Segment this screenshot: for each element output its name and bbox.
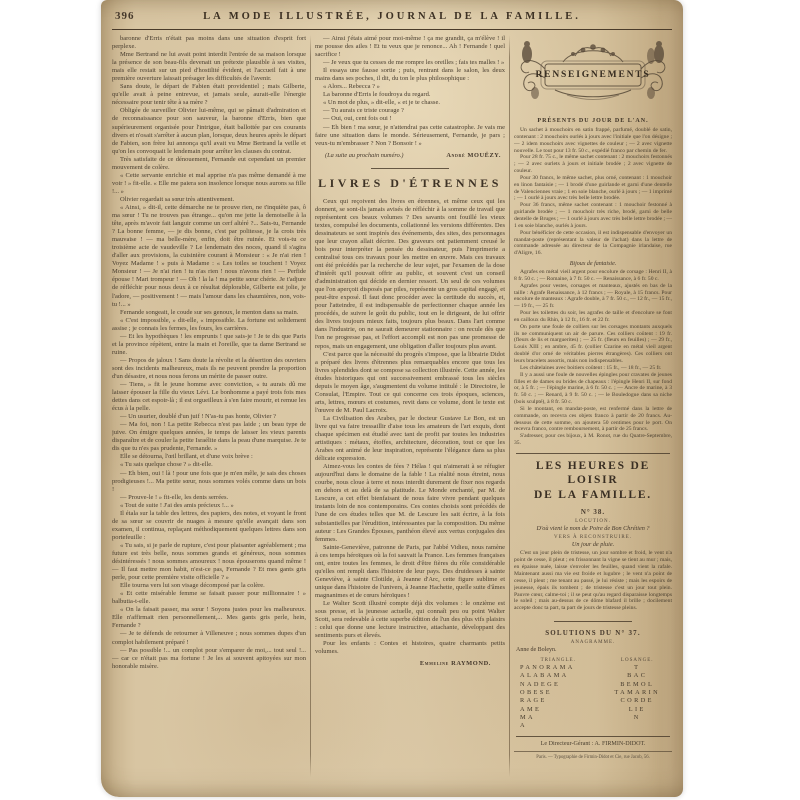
paragraph: Il étala sur la table des lettres, des papiers, des notes, et voyant le front de sa sœur se couvrir de nuages à mesure qu'elle avançait dans son examen, il continua, replaçant méthodiquement quelques lettres dans son portefeuille : — [112, 509, 306, 541]
paragraph: Sainte-Geneviève, patronne de Paris, par l'abbé Vidieu, nous ramène à ces temps héroïques où la foi sauvait la France. Les femmes françaises ont, entre toutes les femmes, le droit d'être fières du rôle considérable qu'elles ont rempli dans l'histoire de leur pays. Des druidesses à sainte Geneviève, à sainte Clotilde, à Jeanne d'Arc, cette figure sublime et unique dans l'histoire de l'univers, à Jeanne Hachette, quelle suite d'âmes magnanimes et de cœurs héroïques ! — [315, 543, 505, 599]
heures-title-line2: DE LA FAMILLE. — [534, 488, 652, 501]
story-text-middle — [315, 35, 505, 148]
paragraph: Pour les enfants : Contes et histoires, quatre charmants petits volumes. — [315, 640, 505, 656]
vers-text: C'est un jour plein de tristesse, un jour sombre et froid, le vent n'a point de cesse, il pleut ; en frissonnant la vigne se tient au mur ; mais, en épaisse nuée, laisse s'envoler les feuilles, quand vient la rafale. Maintenant aussi ma vie est froide et lugubre ; le vent n'a point de cesse, il pleut ; me tenant au passé, je lui résiste ; mais les espoirs de jeunesse, épais ils tombent ; de tristesse c'est un jour tout plein. Pauvre cœur, calme-toi ; il se peut qu'au regard disparaisse longtemps le soleil ; mais au-dessus de ce dôme blafard il brille ; docilement accepte donc ta part, ta part de jours de tristesse pleins. — [514, 550, 672, 612]
paragraph: Ceux qui reçoivent des livres en étrennes, et même ceux qui les donnent, se sont-ils jamais avisés de réfléchir à la somme de travail que représentent ces beaux volumes ? Des savants ont fouillé les vieux textes, compulsé les documents, collationné les versions différentes. Des dessinateurs se sont inspirés des événements, des sites, des personnages que leur crayon allait décrire. Des graveurs ont patiemment creusé le bois pour interpréter la pensée du dessinateur, puis l'imprimerie a centralisé tous ces travaux pour les mettre en œuvre. Mais ces travaux ont été précédés par la recherche de leur sujet, par l'examen de la dose d'intérêt qu'il pouvait offrir au public, et souvent c'est un conseil d'administration qui décide en dernier ressort. Un seul de ces volumes que l'on aperçoit disposés par piles, représente un gros capital engagé, et peut-être exposé. Il faut donc procéder avec la certitude du succès, et, pour l'atteindre, il est indispensable de perfectionner chaque année les procédés, de suivre le goût du public, tout en le dirigeant, de lui offrir des livres toujours mieux faits, toujours plus beaux. Dans l'art comme dans l'industrie, on ne saurait demeurer stationnaire : on recule dès que l'on ne progresse pas, et l'effort accompli est non pas une promesse de repos, mais un engagement, une obligation d'aller toujours plus avant. — [315, 197, 505, 350]
paragraph: La Civilisation des Arabes, par le docteur Gustave Le Bon, est un livre qui va faire tressaillir d'aise tous les amateurs de l'art exquis, dont chaque spécimen est étudié avec tant de profit par toutes les industries artistiques : métaux, étoffes, architecture, décoration, tout ce que les Arabes ont animé de leur inspiration, représente l'élégance dans sa plus délicate expression. — [315, 414, 505, 463]
renseignements-ornament — [514, 38, 672, 114]
paragraph: T — [634, 664, 641, 672]
paragraph: — Tiens, » fit le jeune homme avec conviction, « tu aurais dû me laisser épouser la fille du vieux Lévi. Le bonhomme a payé trois fois mes dettes dans cet espoir-là ; il est orgueilleux à s'en faire mourir, et remue les écus à la pelle. — [112, 381, 306, 413]
losange-solution — [602, 655, 672, 730]
paragraph: TAMARIN — [614, 688, 661, 696]
paragraph: « Ainsi, » dit-il, cette démarche ne te prouve rien, ne t'inquiète pas, ô ma sœur ! Tu ne trouves pas étrange... qu'on me jette la demoiselle à la tête, après m'avoir fait languir comme un cerf altéré ?... Sais-tu, Fernande ? La bonne femme, — je dis bonne, c'est par politesse, je la crois très mauvaise ! — ma belle-mère, enfin, doit être ruinée. Et vois-tu ce troisième acte de vaudeville ? Le lendemain des noces, quand il s'agira d'aller aux provisions, la cuisinière courant à Monsieur : « Je n'ai rien ! Voyez Madame ! » puis à Madame : « Les toiles se touchent ! Voyez Monsieur ! — Je n'ai rien ! tu n'as rien ! nous n'avons rien ! — Perfide épouse ! Mari trompeur ! — Oh ! la la ! ma petite sœur chérie. Je t'adjure de réfléchir pour nous deux à ce résultat déplorable, Gilberte est jolie, je l'adore, — positivement ! — mais l'amour dans les chaumières, non, vois-tu !... » — [112, 203, 306, 308]
paragraph: « Un mot de plus, » dit-elle, « et je te chasse. — [323, 99, 440, 107]
paragraph: Pour les toilettes du soir, les agrafes de taille et d'encolure se font en cailloux du Rhin, à 12 fr., 16 fr. et 22 fr. — [514, 310, 672, 323]
story-text-left — [112, 35, 306, 671]
paragraph: Agrafes pour vestes, corsages et manteaux, ajustés en bas de la taille : Agrafe Renaissance, à 12 francs ; — Royale, à 15 francs. Pour encolure de manteaux : Agrafe double, à 7 fr. 50 c., — 12 fr., — 15 fr., — 19 fr., — 25 fr. — [514, 282, 672, 310]
paragraph: Aimez-vous les contes de fées ? Hélas ! qui n'aimerait à se réfugier aujourd'hui dans le domaine de la fable ! La réalité nous étreint, nous courbe, nous cloue à terre et nous interdit durement de fixer nos regards en dehors et au delà de sa platitude. Le Monde enchanté, par M. de Lescure, a cet effet bienfaisant de nous faire vivre pendant quelques instants loin de nos contemporains. Ces contes choisis sont précédés de l'une de ces études telles que M. de Lescure les sait écrire, à la fois substantielles par l'érudition, intéressantes par la composition. Du même auteur : Les Grandes Épouses, panthéon élevé aux vertus conjugales des femmes. — [315, 463, 505, 543]
text-columns — [112, 35, 672, 777]
locution-label: LOCUTION. — [575, 519, 611, 525]
paragraph: — Prouve-le ! » fit-elle, les dents serrées. — [120, 493, 229, 501]
paragraph: « Tout de suite ! J'ai des amis précieux !... » — [120, 501, 234, 509]
paragraph: PANORAMA — [520, 664, 575, 672]
losange-words — [602, 664, 672, 722]
paragraph: BAC — [627, 672, 648, 680]
anagramme-answer: Anne de Boleyn. — [516, 647, 557, 654]
column-divider — [310, 35, 311, 777]
paragraph: Si le montant, en mandat-poste, est renfermé dans la lettre de commande, on recevra ces objets franco à partir de 20 francs. Au-dessous de cette somme, on ajoutera 50 centimes pour le port. On recevra franco, contre remboursement, à partir de 25 francs. — [514, 405, 672, 433]
paragraph: — Tu aurais ce triste courage ? — [323, 107, 404, 115]
paragraph: — Je te défends de retourner à Villeneuve ; nous sommes dupes d'un complot habilement préparé ! — [112, 630, 306, 646]
paragraph: « Et cette misérable femme se faisait passer pour millionnaire ! » balbutia-t-elle. — [112, 590, 306, 606]
section-rule — [516, 453, 670, 454]
paragraph: — Un usurier, doublé d'un juif ! N'as-tu pas honte, Olivier ? — [120, 413, 277, 421]
vers-label: VERS À RECONSTRUIRE. — [554, 535, 632, 541]
paragraph: Il essaya une fausse sortie ; puis, rentrant dans le salon, les deux mains dans ses poches, il dit, du ton le plus philosophique : — [315, 67, 505, 83]
paragraph: — Eh bien, oui ! là ! pour une fois que je m'en mêle, je sais des choses prodigieuses !... Ma petite sœur, nous sommes volés comme dans un bois ! — [112, 469, 306, 493]
paragraph: ALABAMA — [520, 672, 569, 680]
section-divider — [554, 621, 632, 622]
puzzle-number: N° 38. — [580, 508, 606, 517]
heures-de-loisir-title — [514, 459, 672, 503]
paragraph: « Tu sais quelque chose ? » dit-elle. — [120, 461, 213, 469]
paragraph: La baronne d'Erris le foudroya du regard. — [323, 91, 431, 99]
anagramme-label: ANAGRAMME. — [570, 640, 616, 646]
paragraph: Il y a aussi une foule de nouvelles épingles pour cravates de jeunes filles et de dames ou brides de chapeaux : l'épingle Henri II, sur fond or, à 5 fr. ; — l'épingle marine, à 6 fr. 50 c. ; — Ancre de marine, à 3 fr. 50 c. ; — Renard, à 9 fr. 50 c. ; — le Bouledogue dans sa niche (bois sculpté), à 8 fr. 50 c. — [514, 371, 672, 406]
column-right-renseignements — [514, 35, 672, 777]
triangle-solution — [514, 655, 602, 730]
presents-text — [514, 127, 672, 257]
paragraph: — Ainsi j'étais aimé pour moi-même ! ça me grandit, ça m'élève ! il me pousse des ailes ! Et tu veux que je renonce... Ah ! Fernande ! quel sacrifice ! — [315, 35, 505, 59]
section-divider — [371, 168, 449, 169]
paragraph: RAGE — [520, 697, 547, 705]
imprint-rule — [514, 751, 672, 752]
paragraph: « C'est impossible, » dit-elle, « impossible. La fortune est solidement assise ; je connais les fermes, les fours, les carrières. — [112, 316, 306, 332]
renseignements-banner-title: RENSEIGNEMENTS — [535, 70, 651, 80]
printed-area — [112, 7, 672, 797]
paragraph: N — [633, 713, 641, 721]
paragraph: « Tu sais, si je parle de rupture, c'est pour plaisanter agréablement ; ma future est très belle, nous sommes grands et généreux, nous sommes désintéressés ! nous sommes amoureux ! nous épouserons quand même ! — Il faut mettre mon habit, n'est-ce pas, Fernande ? Et mes gants gris perle, pour cette première visite officielle ? » — [112, 541, 306, 582]
paragraph: « Cette servante enrichie et mal apprise n'a pas même demandé à me voir ! » fit-elle. « Elle me paiera son insolence lorsque nous aurons sa fille !... » — [112, 171, 306, 195]
journal-title: LA MODE ILLUSTRÉE, JOURNAL DE LA FAMILLE. — [203, 11, 581, 22]
paragraph: NADEGE — [520, 680, 561, 688]
subhead-presents-jour-de-lan: PRÉSENTS DU JOUR DE L'AN. — [537, 118, 649, 124]
paragraph: — Je veux que tu cesses de me rompre les oreilles ; fais tes malles ! » — [323, 59, 505, 67]
author-name: André MOUËZY. — [446, 151, 501, 159]
triangle-label: TRIANGLE. — [540, 658, 576, 664]
paragraph: — Et les hypothèques ! les emprunts ! que sais-je ! Je te dis que Paris et la province répètent, entre la main et l'oreille, que ta dame Bertrand se ruine. — [112, 332, 306, 356]
paragraph: Elle tourna vers lui son visage décomposé par la colère. — [120, 582, 265, 590]
paragraph: OBESE — [520, 688, 552, 696]
locution-question: D'où vient le nom de Poire de Bon Chrétien ? — [536, 525, 650, 533]
paragraph: — Pas possible !... un complot pour s'emparer de moi,... tout seul !... — car ce n'était pas ma fortune ! Je les ai souvent apitoyées sur mon honorable misère. — [112, 646, 306, 670]
paragraph: Très satisfaite de ce dénouement, Fernande eut cependant un premier mouvement de colère. — [112, 155, 306, 171]
section-title-livres-detrennes: LIVRES D'ÉTRENNES — [318, 175, 502, 190]
paragraph: Pour 36 francs, même sachet contenant : 1 mouchoir festonné à guirlande brodée ; — 1 mouchoir très riche, brodé, garni de belle dentelle de Bruges ; — 1 ourlé à jours avec très belle lettre brodée ; — 1 en soie blanche, ourlés à jours. — [514, 202, 672, 229]
paragraph: Sans doute, le départ de Fabien était providentiel ; mais Gilberte, qu'elle avait à peine entrevue, et jamais seule, aurait-elle l'énergie nécessaire pour tenir tête à sa mère ? — [112, 83, 306, 107]
signature-emmeline-raymond: Emmeline RAYMOND. — [419, 660, 491, 668]
vers-title: Un jour de pluie. — [571, 541, 615, 549]
paragraph: Elle se détourna, l'œil brillant, et d'une voix brève : — [120, 453, 253, 461]
paragraph: Pour 30 francs, le même sachet, plus orné, contenant : 1 mouchoir en linon fantaisie ; — 1 brodé d'une guirlande et garni d'une dentelle de Valenciennes vraie ; 1 en soie blanche, ourlé à jours ; — 1 imprimé ; — 1 ourlé à jours avec très belle lettre brodée. — [514, 174, 672, 202]
paragraph: BEMOL — [620, 680, 655, 688]
paragraph: — Propos de jaloux ! Sans doute la révolte et la désertion des ouvriers sont des incidents malheureux, mais ils ne peuvent prendre la proportion d'un désastre, et nous nous ferons un mérite de passer outre. — [112, 356, 306, 380]
column-left-serial-story — [112, 35, 306, 777]
page-number: 396 — [115, 10, 135, 22]
etrennes-text — [315, 198, 505, 657]
heures-title-line1: LES HEURES DE LOISIR — [535, 459, 651, 487]
continuation-note: (La suite au prochain numéro.) — [325, 151, 404, 159]
triangle-words — [514, 664, 602, 730]
paragraph: S'adresser, pour ces bijoux, à M. Ronot, rue du Quatre-Septembre, 35. — [514, 433, 672, 447]
paragraph: CORDE — [620, 697, 654, 705]
bijoux-text — [514, 269, 672, 447]
column-middle — [315, 35, 505, 777]
subhead-bijoux-de-fantaisie: Bijoux de fantaisie. — [569, 261, 617, 268]
paragraph: Mme Bertrand ne lui avait point interdit l'entrée de sa maison lorsque la présence de son beau-fils devenait un prétexte plausible à ses visites, mais elle restait sur un pied d'hostilité évident, et l'accueil fait à une première ouverture laissait présager les difficultés de l'avenir. — [112, 51, 306, 83]
paragraph: Le Walter Scott illustré compte déjà dix volumes : le onzième est sous presse, et la jeunesse actuelle, qui connaît peu ou point Walter Scott, sera redevable à cette superbe édition de l'un des plus vifs plaisirs : celui que donne une lecture instructive, attachante, développant des sentiments purs et élevés. — [315, 600, 505, 640]
directeur-gerant-line: Le Directeur-Gérant : A. FIRMIN-DIDOT. — [540, 741, 646, 748]
paragraph: Pour 28 fr. 75 c., le même sachet contenant : 2 mouchoirs festonnés ; — 2 avec ourlets à jours et initiale brodée ; 2 avec vignette de couleur. — [514, 154, 672, 175]
imprint-line: Paris. — Typographie de Firmin-Didot et Cie, rue Jacob, 56. — [536, 755, 650, 761]
paragraph: Les châtelaines avec boitiers coûtent : 15 fr., — 18 fr., — 25 fr. — [520, 364, 662, 371]
paragraph: A — [520, 722, 527, 730]
paragraph: Fernande songeait, le coude sur ses genoux, le menton dans sa main. — [120, 308, 299, 316]
paragraph: C'est parce que la nécessité du progrès s'impose, que la librairie Didot a préparé des livres d'étrennes plus remarquables encore que tous les livres splendides dont se compose sa collection illustrée. Cette année, les études historiques qui ont successivement embrassé tous les siècles depuis le moyen âge, s'augmentent du volume intitulé : le Directoire, le Consulat, l'Empire. Tout ce qui concerne ces trois époques, sciences, arts, lettres, mœurs et costumes, revit dans ce volume, dont le texte est l'œuvre de M. Paul Lacroix. — [315, 350, 505, 414]
paragraph: Obligée de surveiller Olivier lui-même, qui se pâmait d'admiration et de reconnaissance pour son sauveur, la baronne d'Erris, bien que supérieurement organisée pour l'intrigue, était ballottée par ces courants divers et n'osait s'arrêter à aucun plan, lorsque, deux heures après le départ de Fabien, son frère lui annonça qu'il avait vu Mme Bertrand la veille et qu'on les convoquait le lendemain pour arrêter les clauses du contrat. — [112, 107, 306, 155]
paragraph: LIE — [628, 705, 646, 713]
paragraph: « Alors... Rebecca ? » — [323, 83, 380, 91]
paragraph: — Ma foi, non ! La petite Rebecca n'est pas laide ; un beau type de juive. On émigre quelques années, le temps de laisser les vieux parents disparaître et de couler la petite Israélite dans la peau d'une marquise. Je te dis que tu n'es pas prudente, Fernande. » — [112, 421, 306, 453]
page-header — [112, 7, 672, 25]
paragraph: AME — [520, 705, 542, 713]
column-divider — [509, 35, 510, 777]
paragraph: On porte une foule de colliers sur les corsages montants auxquels ils ne communiquent un air de parure. Ces colliers coûtent : 19 fr. (fleurs de lis et marguerites) ; — 25 fr. (fleurs en feuilles) ; — 29 fr., Louis XIII ; en ambre, 45 fr. (collier Czarine en métal vieil argent doublé d'or orné de véritables pierres étrangères). Ces colliers ont leurs bracelets assortis, mais non indispensables. — [514, 323, 672, 364]
paragraph: — Oui, oui, cent fois oui ! — [323, 115, 392, 123]
paragraph: — Eh bien ! ma sœur, je n'attendrai pas cette catastrophe. Je vais me faire une situation dans le monde. Sérieusement, Fernande, je pars ; veux-tu m'embrasser ? Non ? Bonsoir ! » — [315, 123, 505, 147]
paragraph: Pour bénéficier de cette occasion, il est indispensable d'envoyer un mandat-poste (représentant la valeur de l'achat) dans la lettre de commande adressée au directeur de la Compagnie irlandaise, rue d'Aligre, 16. — [514, 229, 672, 257]
losange-label: LOSANGE. — [620, 658, 654, 664]
paragraph: MA — [520, 713, 535, 721]
solutions-title: SOLUTIONS DU N° 37. — [545, 629, 641, 638]
paragraph: Agrafes en métal vieil argent pour encolure de corsage : Henri II, à 8 fr. 50 c. ; — Romaine, à 7 fr. 50 c. — Renaissance, à 6 fr. 50 c. — [514, 269, 672, 282]
footer-rule — [516, 736, 670, 737]
paragraph: Un sachet à mouchoirs en satin frappé, parfumé, doublé de satin, contenant : 2 mouchoirs ourlés à jours avec l'initiale que l'on désigne ; — 2 idem mouchoirs avec vignettes de couleur ; — 2 avec vignette nouvelle. Le tout pour 13 fr. 50 c., expédié franco par chemin de fer. — [514, 127, 672, 154]
paragraph: « On la faisait passer, ma sœur ! Soyons justes pour les malheureux. Elle n'affirmait rien personnellement,... Mes gants gris perle, hein, Fernande ? — [112, 606, 306, 630]
story-signature-row — [325, 152, 501, 159]
paragraph: baronne d'Erris n'était pas moins dans une situation d'esprit fort perplexe. — [112, 35, 306, 51]
paragraph: Olivier regardait sa sœur très attentivement. — [120, 195, 235, 203]
header-rule — [112, 29, 672, 30]
solutions-word-lists — [514, 655, 672, 730]
scanned-page — [101, 0, 683, 797]
